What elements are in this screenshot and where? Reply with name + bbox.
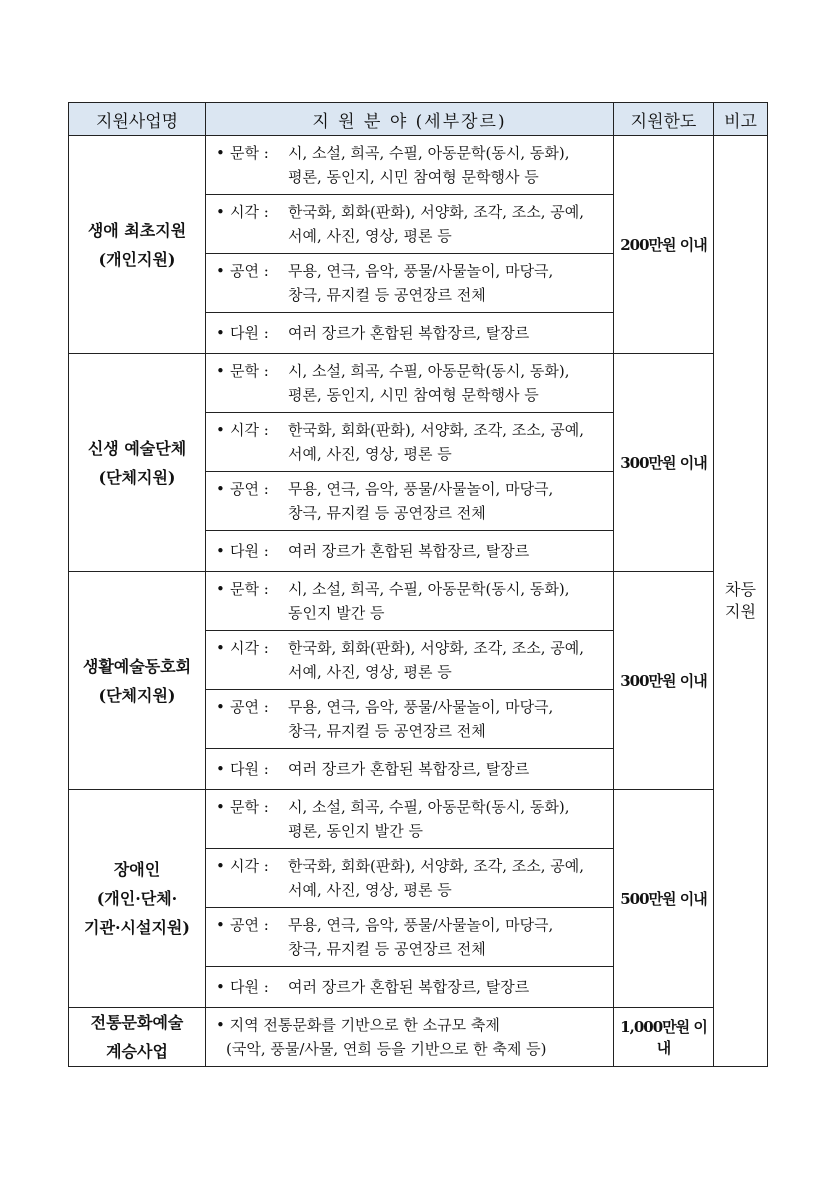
- program-name-line: 기관·시설지원): [84, 918, 190, 937]
- genre-detail-line: 시, 소설, 희곡, 수필, 아동문학(동시, 동화),: [288, 144, 570, 162]
- bullet: •: [216, 542, 225, 560]
- genre-detail: [288, 539, 613, 563]
- limit-cell: 300만원 이내: [614, 572, 714, 790]
- program-name-line: 장애인: [113, 860, 161, 879]
- genre-detail-line: 여러 장르가 혼합된 복합장르, 탈장르: [288, 978, 530, 996]
- program-name-cell: [69, 572, 206, 790]
- header-note: 비고: [714, 103, 768, 136]
- genre-detail: [288, 477, 613, 525]
- note-line: 지원: [725, 602, 756, 621]
- program-name-line: 생애 최초지원: [87, 220, 187, 240]
- genre-detail-line: 창극, 뮤지컬 등 공연장르 전체: [288, 722, 486, 740]
- program-name-line: (단체지원): [98, 685, 176, 705]
- limit-cell: 1,000만원 이내: [614, 1008, 714, 1067]
- bullet: •: [216, 262, 225, 280]
- genre-detail-line: 여러 장르가 혼합된 복합장르, 탈장르: [288, 542, 530, 560]
- program-name-line: (개인·단체·: [96, 889, 178, 908]
- table-row: [69, 136, 768, 195]
- genre-detail: [288, 757, 613, 781]
- note-cell: [714, 136, 768, 1067]
- genre-label: 공연 :: [230, 262, 269, 280]
- genre-label: 다원 :: [230, 324, 269, 342]
- genre-label: 시각 :: [230, 421, 269, 439]
- field-cell: [206, 908, 614, 967]
- genre-label: 공연 :: [230, 698, 269, 716]
- bullet: •: [216, 760, 225, 778]
- genre-label: 시각 :: [230, 203, 269, 221]
- table-row: [69, 354, 768, 413]
- field-cell: [206, 967, 614, 1008]
- genre-detail: [288, 975, 613, 999]
- genre-detail-line: 시, 소설, 희곡, 수필, 아동문학(동시, 동화),: [288, 798, 570, 816]
- genre-detail-line: 무용, 연극, 음악, 풍물/사물놀이, 마당극,: [288, 916, 554, 934]
- field-cell: [206, 690, 614, 749]
- program-name-line: (개인지원): [98, 249, 176, 269]
- field-cell: [206, 136, 614, 195]
- table-row: [69, 1008, 768, 1067]
- genre-detail: [288, 359, 613, 407]
- support-programs-table: [68, 102, 768, 1067]
- genre-detail-line: 서예, 사진, 영상, 평론 등: [288, 881, 452, 899]
- program-name-line: 전통문화예술: [90, 1013, 184, 1032]
- genre-label: 공연 :: [230, 916, 269, 934]
- genre-detail: [288, 321, 613, 345]
- genre-detail: [288, 913, 613, 961]
- genre-detail: [288, 695, 613, 743]
- genre-detail: [288, 259, 613, 307]
- genre-label: 다원 :: [230, 542, 269, 560]
- program-name-line: 신생 예술단체: [87, 438, 187, 458]
- genre-detail-line: 동인지 발간 등: [288, 604, 385, 622]
- genre-detail: [288, 418, 613, 466]
- program-name-cell: [69, 1008, 206, 1067]
- genre-detail-line: 무용, 연극, 음악, 풍물/사물놀이, 마당극,: [288, 480, 554, 498]
- table-row: [69, 572, 768, 631]
- bullet: •: [216, 916, 225, 934]
- field-cell: [206, 631, 614, 690]
- program-name-line: 계승사업: [106, 1042, 168, 1061]
- bullet: •: [216, 144, 225, 162]
- field-cell: [206, 1008, 614, 1067]
- program-name-cell: [69, 790, 206, 1008]
- bullet: •: [216, 698, 225, 716]
- genre-detail-line: 시, 소설, 희곡, 수필, 아동문학(동시, 동화),: [288, 580, 570, 598]
- genre-detail-line: 평론, 동인지, 시민 참여형 문학행사 등: [288, 386, 539, 404]
- bullet: •: [216, 798, 225, 816]
- header-row: [69, 103, 768, 136]
- bullet: •: [216, 639, 225, 657]
- bullet: •: [216, 1016, 225, 1034]
- genre-label: 다원 :: [230, 760, 269, 778]
- genre-detail-line: 시, 소설, 희곡, 수필, 아동문학(동시, 동화),: [288, 362, 570, 380]
- limit-cell: 300만원 이내: [614, 354, 714, 572]
- program-name-cell: [69, 136, 206, 354]
- genre-label: 문학 :: [230, 798, 269, 816]
- genre-detail: [288, 577, 613, 625]
- field-cell: [206, 849, 614, 908]
- festival-text: 지역 전통문화를 기반으로 한 소규모 축제: [229, 1016, 500, 1034]
- genre-detail: [288, 636, 613, 684]
- genre-detail-line: 한국화, 회화(판화), 서양화, 조각, 조소, 공예,: [288, 421, 584, 439]
- field-cell: [206, 354, 614, 413]
- note-line: 차등: [725, 580, 756, 599]
- genre-detail-line: 평론, 동인지, 시민 참여형 문학행사 등: [288, 168, 539, 186]
- bullet: •: [216, 421, 225, 439]
- genre-detail-line: 서예, 사진, 영상, 평론 등: [288, 227, 452, 245]
- field-cell: [206, 531, 614, 572]
- bullet: •: [216, 978, 225, 996]
- bullet: •: [216, 480, 225, 498]
- bullet: •: [216, 362, 225, 380]
- genre-detail-line: 평론, 동인지 발간 등: [288, 822, 423, 840]
- field-cell: [206, 749, 614, 790]
- genre-detail-line: 창극, 뮤지컬 등 공연장르 전체: [288, 940, 486, 958]
- genre-detail-line: 무용, 연극, 음악, 풍물/사물놀이, 마당극,: [288, 262, 554, 280]
- header-limit: 지원한도: [614, 103, 714, 136]
- table-body: [69, 136, 768, 1067]
- genre-detail: [288, 141, 613, 189]
- genre-label: 다원 :: [230, 978, 269, 996]
- genre-detail-line: 한국화, 회화(판화), 서양화, 조각, 조소, 공예,: [288, 639, 584, 657]
- bullet: •: [216, 203, 225, 221]
- field-cell: [206, 472, 614, 531]
- genre-detail: [288, 200, 613, 248]
- field-cell: [206, 195, 614, 254]
- field-cell: [206, 572, 614, 631]
- bullet: •: [216, 580, 225, 598]
- genre-label: 공연 :: [230, 480, 269, 498]
- field-cell: [206, 254, 614, 313]
- genre-label: 문학 :: [230, 144, 269, 162]
- genre-detail-line: 여러 장르가 혼합된 복합장르, 탈장르: [288, 760, 530, 778]
- genre-detail-line: 여러 장르가 혼합된 복합장르, 탈장르: [288, 324, 530, 342]
- genre-detail-line: 한국화, 회화(판화), 서양화, 조각, 조소, 공예,: [288, 857, 584, 875]
- bullet: •: [216, 324, 225, 342]
- genre-label: 문학 :: [230, 362, 269, 380]
- header-program: 지원사업명: [69, 103, 206, 136]
- festival-line: [216, 1013, 613, 1037]
- genre-detail: [288, 795, 613, 843]
- genre-detail-line: 창극, 뮤지컬 등 공연장르 전체: [288, 286, 486, 304]
- genre-detail-line: 한국화, 회화(판화), 서양화, 조각, 조소, 공예,: [288, 203, 584, 221]
- field-cell: [206, 313, 614, 354]
- genre-label: 시각 :: [230, 639, 269, 657]
- field-cell: [206, 790, 614, 849]
- table-row: [69, 790, 768, 849]
- genre-detail-line: 창극, 뮤지컬 등 공연장르 전체: [288, 504, 486, 522]
- festival-line: (국악, 풍물/사물, 연희 등을 기반으로 한 축제 등): [226, 1040, 547, 1058]
- field-cell: [206, 413, 614, 472]
- genre-detail-line: 서예, 사진, 영상, 평론 등: [288, 663, 452, 681]
- bullet: •: [216, 857, 225, 875]
- genre-detail-line: 서예, 사진, 영상, 평론 등: [288, 445, 452, 463]
- program-name-line: (단체지원): [98, 467, 176, 487]
- genre-detail: [288, 854, 613, 902]
- program-name-line: 생활예술동호회: [82, 656, 192, 676]
- genre-label: 문학 :: [230, 580, 269, 598]
- header-field: 지 원 분 야 (세부장르): [206, 103, 614, 136]
- limit-cell: 200만원 이내: [614, 136, 714, 354]
- program-name-cell: [69, 354, 206, 572]
- limit-cell: 500만원 이내: [614, 790, 714, 1008]
- genre-label: 시각 :: [230, 857, 269, 875]
- genre-detail-line: 무용, 연극, 음악, 풍물/사물놀이, 마당극,: [288, 698, 554, 716]
